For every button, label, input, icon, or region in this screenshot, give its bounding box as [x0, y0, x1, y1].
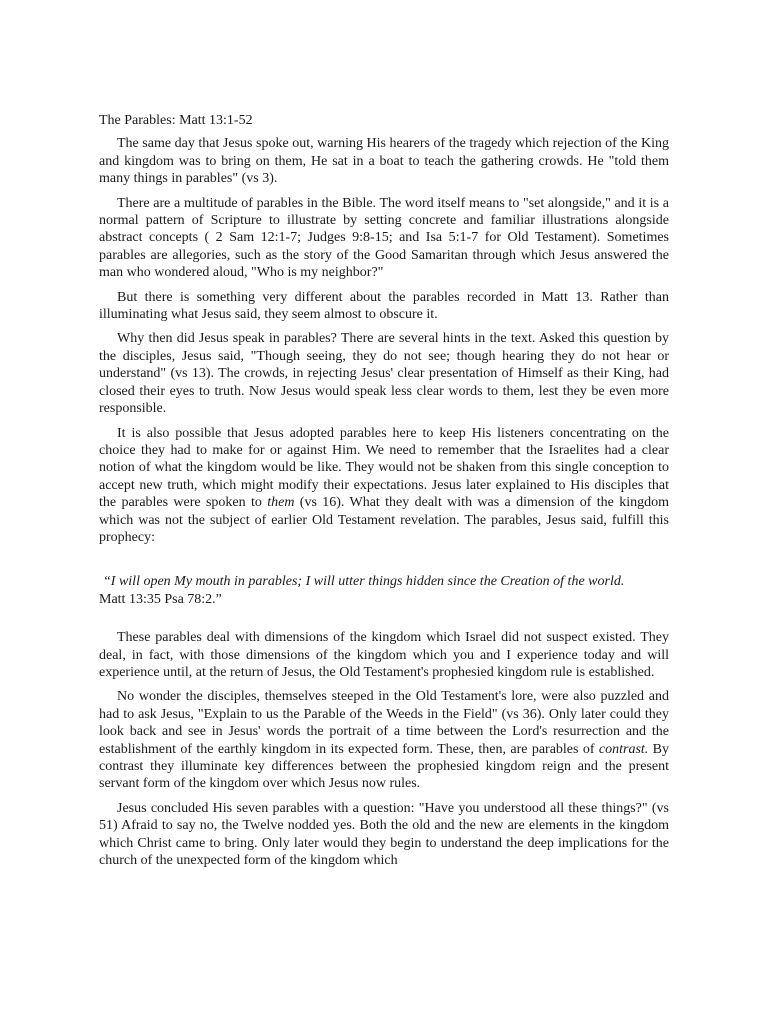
- paragraph-6: These parables deal with dimensions of the kingdom which Israel did not suspect existed. They deal, in fact, with those dimensions of the kingdom which you and I experience today and will experience until, at the return of Jesus, the Old Testament's prophesied kingdom rule is established.: [99, 630, 669, 680]
- paragraph-5-emphasis: them: [267, 495, 295, 511]
- paragraph-5-text-b: (vs 16). What they dealt with was a dimension of the kingdom which was not the subject of earlier Old Testament revelation. The parables, Jesus said, fulfill this prophecy:: [99, 495, 669, 545]
- paragraph-2: There are a multitude of parables in the Bible. The word itself means to "set alongside," and it is a normal pattern of Scripture to illustrate by setting concrete and familiar illustrations alongside abstract concepts ( 2 Sam 12:1-7; Judges 9:8-15; and Isa 5:1-7 for Old Testament). Sometimes parables are allegories, such as the story of the Good Samaritan through which Jesus answered the man who wondered aloud, "Who is my neighbor?": [99, 195, 669, 281]
- paragraph-5: [99, 425, 669, 547]
- paragraph-7-text-b: By contrast they illuminate key differences between the prophesied kingdom reign and the present servant form of the kingdom over which Jesus now rules.: [99, 741, 669, 792]
- paragraph-3: But there is something very different about the parables recorded in Matt 13. Rather than illuminating what Jesus said, they seem almost to obscure it.: [99, 289, 669, 323]
- scripture-quote-reference: Matt 13:35 Psa 78:2.”: [99, 591, 222, 607]
- scripture-quote-text: “I will open My mouth in parables; I will utter things hidden since the Creation of the world.: [103, 574, 625, 590]
- document-title: The Parables: Matt 13:1-52: [99, 113, 253, 128]
- paragraph-7: [99, 688, 669, 792]
- paragraph-8: Jesus concluded His seven parables with a question: "Have you understood all these things?" (vs 51) Afraid to say no, the Twelve nodded yes. Both the old and the new are elements in the kingdom which Christ came to bring. Only later would they begin to understand the deep implications for the church of the unexpected form of the kingdom which: [99, 800, 669, 869]
- scripture-quote: [99, 573, 669, 608]
- paragraph-5-text-a: It is also possible that Jesus adopted parables here to keep His listeners concentrating on the choice they had to make for or against Him. We need to remember that the Israelites had a clear notion of what the kingdom would be like. They would not be shaken from this single conception to accept new truth, which might modify their expectations. Jesus later explained to His disciples that the parables were spoken to: [99, 425, 669, 511]
- paragraph-7-emphasis: contrast.: [598, 741, 649, 757]
- paragraph-7-text-a: No wonder the disciples, themselves steeped in the Old Testament's lore, were also puzzled and had to ask Jesus, "Explain to us the Parable of the Weeds in the Field" (vs 36). Only later could they look back and see in Jesus' words the portrait of a time between the Lord's resurrection and the establishment of the earthly kingdom in its expected form. These, then, are parables of: [99, 689, 669, 757]
- paragraph-1: The same day that Jesus spoke out, warning His hearers of the tragedy which rejection of the King and kingdom was to bring on them, He sat in a boat to teach the gathering crowds. He "told them many things in parables" (vs 3).: [99, 136, 669, 187]
- paragraph-4: Why then did Jesus speak in parables? There are several hints in the text. Asked this question by the disciples, Jesus said, "Though seeing, they do not see; though hearing they do not hear or understand" (vs 13). The crowds, in rejecting Jesus' clear presentation of Himself as their King, had closed their eyes to truth. Now Jesus would speak less clear words to them, lest they be even more responsible.: [99, 331, 669, 417]
- document-page: [99, 112, 669, 876]
